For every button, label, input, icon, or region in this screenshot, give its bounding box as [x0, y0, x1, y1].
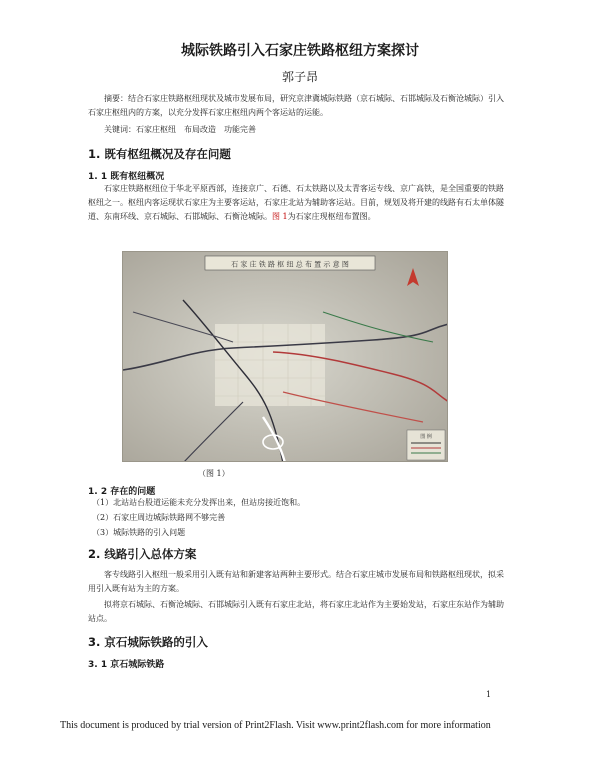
trial-version-footer: This document is produced by trial version of Print2Flash. Visit www.print2flash.com for more information [60, 720, 491, 731]
section-2-paragraph-2: 拟将京石城际、石衡沧城际、石邯城际引入既有石家庄北站，将石家庄北站作为主要始发站，石家庄东站作为辅助站点。 [88, 600, 504, 623]
page-number: 1 [486, 690, 492, 699]
figure-reference-link[interactable]: 图 1 [272, 212, 288, 221]
railway-hub-map [123, 252, 448, 462]
railway-hub-map-figure [122, 251, 448, 462]
map-banner-title: 石 家 庄 铁 路 枢 纽 总 布 置 示 意 图 [231, 260, 349, 269]
section-3-heading: 3. 京石城际铁路的引入 [88, 635, 208, 649]
section-1-1-paragraph [88, 182, 508, 224]
abstract: 摘要：结合石家庄铁路枢纽现状及城市发展布局，研究京津冀城际铁路（京石城际、石邯城际及石衡沧城际）引入石家庄枢纽内的方案，以充分发挥石家庄枢纽内两个客运站的运能。 [88, 94, 504, 117]
section-1-1-text-b: 为石家庄现枢纽布置图。 [287, 212, 376, 221]
section-3-1-heading: 3. 1 京石城际铁路 [88, 660, 165, 670]
document-title: 城际铁路引入石家庄铁路枢纽方案探讨 [181, 43, 419, 59]
section-1-heading: 1. 既有枢纽概况及存在问题 [88, 147, 231, 161]
section-2-heading: 2. 线路引入总体方案 [88, 547, 197, 561]
author: 郭子昂 [281, 70, 318, 84]
problem-item-2: （2）石家庄周边城际铁路网不够完善 [92, 513, 226, 522]
problem-item-1: （1）北站站台股道运能未充分发挥出来，但站房接近饱和。 [92, 498, 306, 507]
map-legend-title: 图 例 [420, 434, 432, 440]
section-1-1-heading: 1. 1 既有枢纽概况 [88, 172, 165, 182]
section-1-1-text-a: 石家庄铁路枢纽位于华北平原西部，连接京广、石德、石太铁路以及太青客运专线、京广高铁，是全国重要的铁路枢纽之一。枢纽内客运现状石家庄为主要客运站，石家庄北站为辅助客运站。目前，规划及将开建的线路有石太单体隧道、东南环线、京石城际、石邯城际、石衡沧城际。 [88, 184, 504, 221]
keywords: 关键词：石家庄枢纽 布局改造 功能完善 [104, 125, 256, 134]
section-1-2-heading: 1. 2 存在的问题 [88, 487, 156, 497]
section-2-paragraph-1: 客专线路引入枢纽一般采用引入既有站和新建客站两种主要形式。结合石家庄城市发展布局和铁路枢纽现状，拟采用引入既有站为主的方案。 [88, 570, 504, 593]
problem-item-3: （3）城际铁路的引入问题 [92, 528, 186, 537]
figure-caption: （图 1） [198, 469, 230, 478]
city-area [215, 324, 325, 406]
